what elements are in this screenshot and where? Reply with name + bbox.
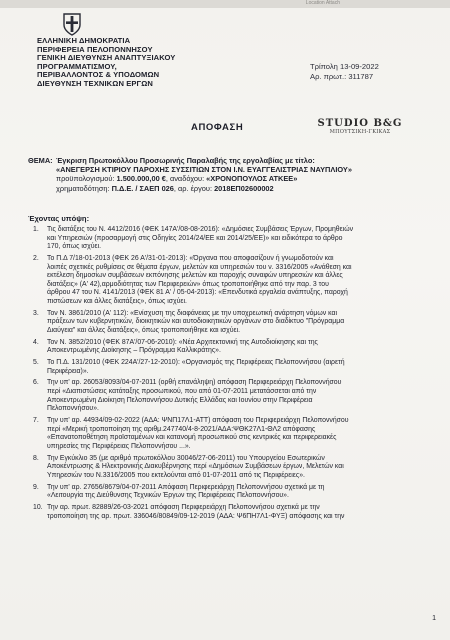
stamp-sub: ΜΠΟΥΤΣΙΚΗ-ΓΚΙΚΑΣ — [329, 129, 391, 135]
list-item-line: «Επανατοποθέτηση προϊσταμένων και κατανομή προσωπικού στις κεντρικές και περιφερειακές — [47, 434, 337, 442]
list-item-line: πράξεων των κυβερνητικών, διοικητικών και αυτοδιοικητικών οργάνων στο διαδίκτυο "Πρόγραμμα — [47, 318, 345, 326]
list-item-text — [47, 455, 438, 481]
list-item-text — [47, 310, 438, 336]
list-item-number: 4. — [33, 338, 39, 346]
contractor-value: «ΧΡΟΝΟΠΟΥΛΟΣ ΑΤΚΕΕ» — [206, 174, 298, 184]
list-item-text — [47, 484, 438, 501]
list-item — [33, 339, 438, 356]
list-item — [33, 359, 438, 376]
header-line: ΠΡΟΓΡΑΜΜΑΤΙΣΜΟΥ, — [37, 61, 117, 71]
list-item-text — [47, 504, 438, 521]
header-line: ΕΛΛΗΝΙΚΗ ΔΗΜΟΚΡΑΤΙΑ — [37, 36, 131, 45]
top-strip — [0, 0, 450, 8]
list-item-line: Τον Ν. 3861/2010 (Α' 112): «Ενίσχυση της διαφάνειας με την υποχρεωτική ανάρτηση νόμων και — [47, 309, 337, 317]
list-item-text — [47, 226, 438, 252]
list-item-line: περί «Διαπιστώσεις κατάταξης προσωπικού, που από 01-07-2011 μετατάσσεται από την — [47, 388, 317, 396]
authority-header — [37, 37, 247, 89]
list-item-line: Την αρ. πρωτ. 82889/26-03-2021 απόφαση Περιφερειάρχη Πελοποννήσου σχετικά με την — [47, 503, 320, 511]
list-item-number: 10. — [33, 503, 43, 511]
budget-value: 1.500.000,00 € — [116, 174, 166, 184]
list-item-number: 2. — [33, 254, 39, 262]
list-item-line: Την υπ' αρ. 44934/09-02-2022 (ΑΔΑ: ΨΝΠ17Λ1-ΑΤΤ) απόφαση του Περιφερειάρχη Πελοποννήσου — [47, 417, 349, 424]
document-title: ΑΠΟΦΑΣΗ — [191, 122, 244, 133]
funding-label: χρηματοδότηση: — [56, 183, 112, 193]
list-item-line: υπηρεσίες της Περιφέρειας Πελοποννήσου ...». — [47, 442, 191, 450]
list-item-line: Πελοποννήσου». — [47, 405, 99, 413]
list-item-line: Τον Ν. 3852/2010 (ΦΕΚ 87Α'/07-06-2010): «Νέα Αρχιτεκτονική της Αυτοδιοίκησης και της — [47, 338, 318, 346]
date-block — [310, 62, 379, 81]
list-item-line: Περιφέρεια)». — [47, 367, 89, 375]
subject-budget-line — [56, 174, 436, 183]
list-item-line: και Υπηρεσιών (προσαρμογή στις Οδηγίες 2014/24/ΕΕ και 2014/25/ΕΕ)» και ειδικότερα το άρθρο — [47, 234, 343, 242]
list-item-line: 170, όπως ισχύει. — [47, 243, 102, 251]
list-item-line: «Λειτουργία της Διεύθυνσης Τεχνικών Έργων της Περιφέρειας Πελοποννήσου». — [47, 492, 289, 500]
list-item-line: Την υπ' αρ. 26053/8093/04-07-2011 (ορθή επανάληψη) απόφαση Περιφερειάρχη Πελοποννήσου — [47, 379, 342, 387]
list-item-number: 5. — [33, 359, 39, 367]
list-item-text — [47, 417, 438, 451]
list-item-line: Αποκέντρωσης & Ηλεκτρονικής Διακυβέρνησης περί «Δημόσιων Συμβάσεων έργων, Μελετών και — [47, 463, 344, 471]
list-item-line: Υπηρεσιών του Ν.3316/2005 που εκτελούνται από 01-07-2011 από τις Περιφέρειες». — [47, 471, 305, 479]
considerations-list — [33, 226, 438, 524]
stamp-name: STUDIO B&G — [317, 118, 403, 129]
project-value: 2018ΕΠ02600002 — [214, 183, 274, 193]
contractor-label: , αναδόχου: — [165, 174, 207, 184]
budget-label: προϋπολογισμού: — [56, 174, 117, 184]
list-item-number: 7. — [33, 417, 39, 424]
list-item-text — [47, 255, 438, 307]
greek-emblem-icon — [62, 12, 82, 36]
list-item-line: διατάξεις» (Α' 42),αρμοδιότητας των Περιφερειών» όπως τροποποιήθηκε από την παρ. 3 του — [47, 280, 329, 288]
list-item — [33, 504, 438, 521]
subject-funding-line — [56, 184, 436, 193]
list-item-line: Διαύγεια" και άλλες διατάξεις», όπως τροποποιήθηκε και ισχύει. — [47, 326, 241, 334]
list-item-line: λοιπές σχετικές ρυθμίσεις σε θέματα έργων, μελετών και υπηρεσιών του ν. 3316/2005 «Ανάθεση και — [47, 263, 352, 271]
list-item-line: Την Εγκύκλιο 35 (με αριθμό πρωτοκόλλου 30046/27-06-2011) του Υπουργείου Εσωτερικών — [47, 454, 325, 462]
list-item-number: 1. — [33, 226, 39, 233]
list-item-line: Αποκεντρωμένης Διοίκησης – Πρόγραμμα Καλλικράτης». — [47, 347, 221, 355]
list-item-line: Το Π.Δ. 131/2010 (ΦΕΚ 224Α'/27-12-2010): «Οργανισμός της Περιφέρειας Πελοποννήσου (αιρετή — [47, 359, 345, 367]
list-item — [33, 379, 438, 413]
having-label: Έχοντας υπόψη: — [28, 214, 90, 223]
list-item — [33, 455, 438, 481]
list-item — [33, 255, 438, 307]
list-item-line: περί «Μερική τροποποίηση της αριθμ.247740/4-8-2021/ΑΔΑ:ΨΘΚ27Λ1-ΘΛ2 απόφασης — [47, 425, 316, 433]
list-item-line: τροποποίηση της αρ. πρωτ. 336046/80849/09-12-2019 (ΑΔΑ: Ψ6ΠΗ7Λ1-ΦΥΞ) απόφασης και την — [47, 512, 345, 520]
list-item-text — [47, 359, 438, 376]
header-line: ΠΕΡΙΦΕΡΕΙΑ ΠΕΛΟΠΟΝΝΗΣΟΥ — [37, 44, 153, 54]
list-item-number: 8. — [33, 454, 39, 462]
header-line: ΠΕΡΙΒΑΛΛΟΝΤΟΣ & ΥΠΟΔΟΜΩΝ — [37, 70, 160, 80]
list-item-number: 9. — [33, 483, 39, 491]
subject-project-title: «ΑΝΕΓΕΡΣΗ ΚΤΙΡΙΟΥ ΠΑΡΟΧΗΣ ΣΥΣΣΙΤΙΩΝ ΣΤΟΝ Ι.Ν. ΕΥΑΓΓΕΛΙΣΤΡΙΑΣ ΝΑΥΠΛΙΟΥ» — [56, 165, 352, 175]
project-label: , αρ. έργου: — [173, 183, 215, 193]
list-item — [33, 484, 438, 501]
list-item-line: εκτέλεση δημοσίων συμβάσεων εκπόνησης μελετών και παροχής συναφών υπηρεσιών και άλλες — [47, 272, 343, 280]
page-marker: 1 — [432, 615, 436, 622]
list-item-line: Το Π.Δ 7/18-01-2013 (ΦΕΚ 26 Α'/31-01-2013): «Όργανα που αποφασίζουν ή γνωμοδοτούν και — [47, 254, 334, 262]
list-item-text — [47, 379, 438, 413]
funding-value: Π.Δ.Ε. / ΣΑΕΠ 026 — [111, 183, 174, 193]
subject-label: ΘΕΜΑ: — [28, 156, 53, 165]
subject-line: Έγκριση Πρωτοκόλλου Προσωρινής Παραλαβής της εργολαβίας με τίτλο: — [56, 156, 315, 165]
list-item-number: 6. — [33, 379, 39, 387]
list-item — [33, 226, 438, 252]
list-item-line: Την υπ' αρ. 27656/8679/04-07-2011 Απόφαση Περιφερειάρχη Πελοποννήσου σχετικά με τη — [47, 483, 325, 491]
header-line: ΔΙΕΥΘΥΝΣΗ ΤΕΧΝΙΚΩΝ ΕΡΓΩΝ — [37, 78, 153, 88]
protocol-number: Αρ. πρωτ.: 311787 — [310, 71, 374, 81]
studio-stamp — [314, 118, 406, 135]
header-line: ΓΕΝΙΚΗ ΔΙΕΥΘΥΝΣΗ ΑΝΑΠΤΥΞΙΑΚΟΥ — [37, 53, 176, 63]
list-item-line: Τις διατάξεις του Ν. 4412/2016 (ΦΕΚ 147Α'/08-08-2016): «Δημόσιες Συμβάσεις Έργων, Προμηθειών — [47, 226, 354, 233]
date-line: Τρίπολη 13-09-2022 — [310, 62, 379, 71]
list-item — [33, 417, 438, 451]
list-item — [33, 310, 438, 336]
list-item-line: πιστώσεων και άλλες διατάξεις», όπως ισχύει. — [47, 297, 187, 305]
page-top-note: Location Attach — [305, 0, 340, 6]
list-item-number: 3. — [33, 309, 39, 317]
list-item-text — [47, 339, 438, 356]
list-item-line: άρθρου 47 του Ν. 4141/2013 (ΦΕΚ 81 Α' / 05-04-2013): «Επενδυτικά εργαλεία ανάπτυξης, παροχή — [47, 289, 348, 297]
list-item-line: Αποκεντρωμένη Διοίκηση Πελοποννήσου Δυτικής Ελλάδας και Ιουνίου στην Περιφέρεια — [47, 396, 313, 404]
